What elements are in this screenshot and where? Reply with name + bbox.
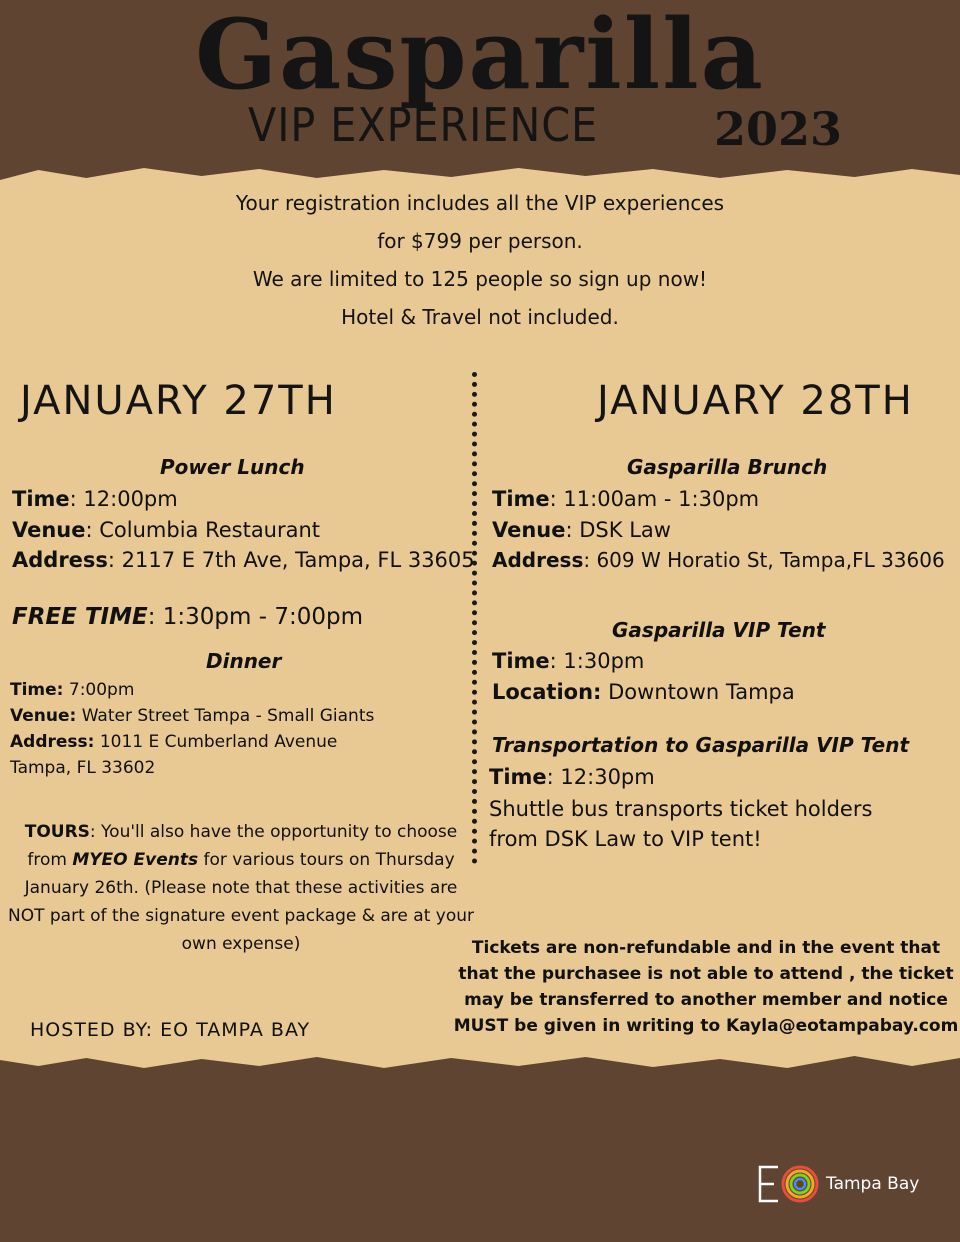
free-time-value: : 1:30pm - 7:00pm [147, 604, 363, 630]
venue-value: : Columbia Restaurant [85, 518, 321, 542]
vip-tent-time [492, 649, 644, 673]
day1-heading: JANUARY 27TH [20, 378, 337, 424]
tours-label: TOURS [24, 822, 90, 842]
intro-text [0, 184, 960, 336]
tours-note [6, 818, 476, 958]
hosted-by: HOSTED BY: EO TAMPA BAY [30, 1019, 311, 1041]
time-label: Time [12, 487, 70, 511]
tours-text: for various tours on Thursday January 26th. (Please note that these activities are NOT part of the signature event package & are at your own expense) [8, 850, 474, 954]
myeo-events: MYEO Events [72, 850, 199, 870]
ticket-notice: Tickets are non-refundable and in the event that that the purchasee is not able to attend , the ticket may be transferred to another member and notice MUST be given in writing to Kayla@eotampabay.com [453, 938, 959, 1036]
event-subtitle: VIP EXPERIENCE [248, 98, 599, 152]
location-label: Location: [492, 680, 602, 704]
power-lunch-time [12, 487, 178, 511]
transport-desc-line1: Shuttle bus transports ticket holders [489, 797, 873, 821]
dinner-title: Dinner [206, 649, 282, 673]
time-value: : 12:30pm [546, 765, 655, 789]
dinner-address-line2: Tampa, FL 33602 [10, 758, 156, 778]
transport-title: Transportation to Gasparilla VIP Tent [492, 733, 910, 757]
address-value: 1011 E Cumberland Avenue [94, 732, 338, 752]
dinner-time [10, 680, 134, 700]
time-label: Time [489, 765, 547, 789]
intro-line: We are limited to 125 people so sign up now! [252, 267, 708, 291]
power-lunch-venue [12, 518, 320, 542]
brunch-address [492, 548, 945, 572]
time-value: : 11:00am - 1:30pm [549, 487, 760, 511]
header-banner [0, 0, 960, 180]
eo-logo-icon [756, 1162, 822, 1206]
free-time-label: FREE TIME [12, 604, 148, 630]
time-value: : 12:00pm [69, 487, 178, 511]
column-divider [472, 372, 477, 864]
location-value: Downtown Tampa [601, 680, 795, 704]
address-label: Address [492, 548, 584, 572]
transport-desc-line2: from DSK Law to VIP tent! [489, 827, 762, 851]
time-value: 7:00pm [63, 680, 135, 700]
venue-value: Water Street Tampa - Small Giants [76, 706, 375, 726]
vip-tent-location [492, 680, 795, 704]
brunch-time [492, 487, 759, 511]
dinner-venue [10, 706, 374, 726]
vip-tent-title: Gasparilla VIP Tent [612, 618, 826, 642]
intro-line: Hotel & Travel not included. [341, 305, 619, 329]
time-label: Time: [10, 680, 64, 700]
address-value: : 609 W Horatio St, Tampa,FL 33606 [583, 548, 945, 572]
address-label: Address [12, 548, 108, 572]
venue-value: : DSK Law [565, 518, 671, 542]
free-time [12, 604, 363, 630]
logo-text: Tampa Bay [826, 1174, 920, 1194]
venue-label: Venue: [10, 706, 77, 726]
venue-label: Venue [492, 518, 566, 542]
address-value: : 2117 E 7th Ave, Tampa, FL 33605 [107, 548, 475, 572]
time-label: Time [492, 487, 550, 511]
venue-label: Venue [12, 518, 86, 542]
time-label: Time [492, 649, 550, 673]
event-year: 2023 [714, 102, 843, 156]
eo-tampa-bay-logo [756, 1162, 936, 1206]
transport-time [489, 765, 655, 789]
tours-text: : You'll also have the opportunity to choose from [27, 822, 458, 870]
intro-line: Your registration includes all the VIP experiences [235, 191, 725, 215]
event-title: Gasparilla [195, 0, 765, 111]
time-value: : 1:30pm [549, 649, 645, 673]
dinner-address [10, 732, 337, 752]
intro-line: for $799 per person. [377, 229, 583, 253]
brunch-title: Gasparilla Brunch [627, 455, 828, 479]
power-lunch-address [12, 548, 475, 572]
address-label: Address: [10, 732, 95, 752]
power-lunch-title: Power Lunch [160, 455, 305, 479]
day2-heading: JANUARY 28TH [597, 378, 914, 424]
brunch-venue [492, 518, 671, 542]
